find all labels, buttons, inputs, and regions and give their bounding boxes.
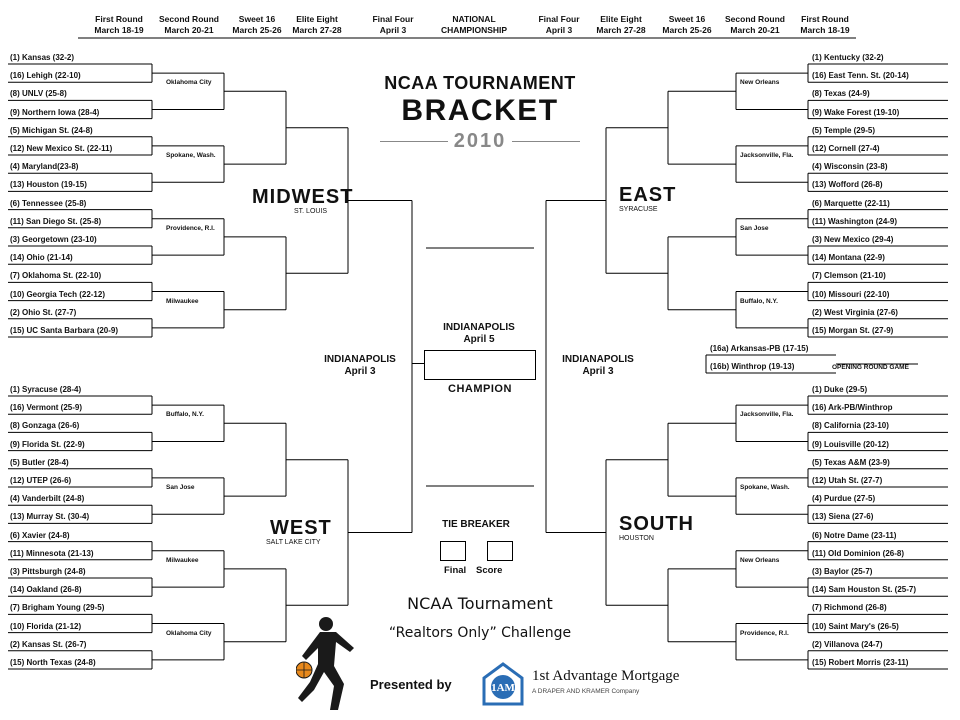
round-header-left-4: Elite Eight March 27-28 bbox=[292, 14, 342, 35]
south-site-4: Providence, R.I. bbox=[740, 629, 789, 637]
tie-breaker-label: TIE BREAKER bbox=[442, 519, 510, 530]
tie-breaker-final-caption: Final bbox=[444, 565, 467, 576]
opening-round-label: OPENING ROUND GAME bbox=[832, 364, 909, 371]
title-rule-right bbox=[512, 141, 580, 142]
east-team-9[interactable]: (6) Marquette (22-11) bbox=[812, 198, 890, 208]
west-team-16[interactable]: (15) North Texas (24-8) bbox=[10, 658, 96, 667]
west-site-1: Buffalo, N.Y. bbox=[166, 411, 204, 419]
round-header-right-2: Elite Eight March 27-28 bbox=[596, 14, 646, 35]
east-team-3[interactable]: (8) Texas (24-9) bbox=[812, 89, 870, 99]
east-team-8[interactable]: (13) Wofford (26-8) bbox=[812, 180, 883, 190]
midwest-team-5[interactable]: (5) Michigan St. (24-8) bbox=[10, 125, 93, 135]
south-site-2: Spokane, Wash. bbox=[740, 484, 790, 492]
region-city-west: SALT LAKE CITY bbox=[266, 539, 321, 546]
south-team-11[interactable]: (3) Baylor (25-7) bbox=[812, 567, 873, 576]
region-name-east: EAST bbox=[619, 184, 677, 206]
sponsor-house-icon bbox=[480, 660, 526, 708]
midwest-team-15[interactable]: (2) Ohio St. (27-7) bbox=[10, 307, 77, 317]
west-site-3: Milwaukee bbox=[166, 556, 199, 564]
midwest-site-1: Oklahoma City bbox=[166, 79, 212, 87]
midwest-team-1[interactable]: (1) Kansas (32-2) bbox=[10, 53, 75, 62]
midwest-team-2[interactable]: (16) Lehigh (22-10) bbox=[10, 71, 81, 81]
south-team-15[interactable]: (2) Villanova (24-7) bbox=[812, 639, 883, 649]
west-team-2[interactable]: (16) Vermont (25-9) bbox=[10, 403, 83, 413]
south-site-3: New Orleans bbox=[740, 556, 780, 564]
west-team-14[interactable]: (10) Florida (21-12) bbox=[10, 621, 82, 631]
east-team-6[interactable]: (12) Cornell (27-4) bbox=[812, 144, 880, 153]
south-team-14[interactable]: (10) Saint Mary's (26-5) bbox=[812, 621, 899, 631]
svg-text:1AM: 1AM bbox=[491, 682, 515, 694]
midwest-team-14[interactable]: (10) Georgia Tech (22-12) bbox=[10, 289, 105, 299]
tie-breaker-score-caption: Score bbox=[476, 565, 503, 576]
round-header-left-3: Sweet 16 March 25-26 bbox=[232, 14, 282, 35]
east-team-1[interactable]: (1) Kentucky (32-2) bbox=[812, 53, 884, 62]
east-team-15[interactable]: (2) West Virginia (27-6) bbox=[812, 307, 898, 317]
round-header-left-5: Final Four April 3 bbox=[372, 14, 414, 35]
round-header-right-3: Sweet 16 March 25-26 bbox=[662, 14, 712, 35]
midwest-team-4[interactable]: (9) Northern Iowa (28-4) bbox=[10, 107, 100, 117]
region-city-east: SYRACUSE bbox=[619, 206, 658, 213]
west-team-3[interactable]: (8) Gonzaga (26-6) bbox=[10, 421, 80, 431]
east-site-4: Buffalo, N.Y. bbox=[740, 297, 778, 305]
west-team-5[interactable]: (5) Butler (28-4) bbox=[10, 457, 69, 467]
east-team-10[interactable]: (11) Washington (24-9) bbox=[812, 216, 898, 226]
tie-breaker-score-box-1[interactable] bbox=[440, 541, 466, 561]
midwest-team-7[interactable]: (4) Maryland(23-8) bbox=[10, 162, 79, 172]
midwest-site-4: Milwaukee bbox=[166, 297, 199, 305]
south-team-6[interactable]: (12) Utah St. (27-7) bbox=[812, 476, 883, 485]
west-site-2: San Jose bbox=[166, 484, 195, 492]
east-team-13[interactable]: (7) Clemson (21-10) bbox=[812, 271, 886, 281]
west-team-13[interactable]: (7) Brigham Young (29-5) bbox=[10, 603, 105, 613]
region-name-west: WEST bbox=[270, 517, 332, 539]
east-team-14[interactable]: (10) Missouri (22-10) bbox=[812, 289, 890, 299]
west-team-6[interactable]: (12) UTEP (26-6) bbox=[10, 476, 72, 485]
tie-breaker-score-box-2[interactable] bbox=[487, 541, 513, 561]
midwest-team-9[interactable]: (6) Tennessee (25-8) bbox=[10, 198, 87, 208]
east-team-4[interactable]: (9) Wake Forest (19-10) bbox=[812, 107, 900, 117]
championship-location: INDIANAPOLIS April 5 bbox=[443, 322, 515, 345]
midwest-team-10[interactable]: (11) San Diego St. (25-8) bbox=[10, 216, 102, 226]
south-site-1: Jacksonville, Fla. bbox=[740, 411, 794, 419]
east-team-12[interactable]: (14) Montana (22-9) bbox=[812, 253, 885, 263]
champion-entry-box[interactable] bbox=[424, 350, 536, 380]
midwest-team-12[interactable]: (14) Ohio (21-14) bbox=[10, 253, 73, 263]
west-team-8[interactable]: (13) Murray St. (30-4) bbox=[10, 512, 90, 522]
champion-label: CHAMPION bbox=[448, 383, 512, 395]
title-year: 2010 bbox=[453, 130, 507, 152]
sponsor-name: 1st Advantage Mortgage bbox=[532, 668, 680, 684]
round-header-center: NATIONAL CHAMPIONSHIP bbox=[440, 14, 508, 35]
east-team-11[interactable]: (3) New Mexico (29-4) bbox=[812, 235, 894, 244]
east-site-3: San Jose bbox=[740, 224, 769, 232]
south-team-13[interactable]: (7) Richmond (26-8) bbox=[812, 603, 887, 613]
opening-round-team-a[interactable]: (16a) Arkansas-PB (17-15) bbox=[710, 344, 809, 353]
basketball-player-icon bbox=[296, 614, 366, 714]
west-team-10[interactable]: (11) Minnesota (21-13) bbox=[10, 548, 94, 558]
south-team-8[interactable]: (13) Siena (27-6) bbox=[812, 512, 874, 522]
round-header-right-5: First Round March 18-19 bbox=[800, 14, 850, 35]
round-header-left-1: First Round March 18-19 bbox=[94, 14, 144, 35]
west-team-15[interactable]: (2) Kansas St. (26-7) bbox=[10, 639, 87, 649]
opening-round-team-b[interactable]: (16b) Winthrop (19-13) bbox=[710, 362, 795, 371]
east-team-5[interactable]: (5) Temple (29-5) bbox=[812, 125, 875, 135]
west-site-4: Oklahoma City bbox=[166, 629, 212, 637]
east-site-1: New Orleans bbox=[740, 79, 780, 87]
west-team-11[interactable]: (3) Pittsburgh (24-8) bbox=[10, 567, 86, 576]
round-header-left-2: Second Round March 20-21 bbox=[159, 14, 219, 35]
midwest-team-6[interactable]: (12) New Mexico St. (22-11) bbox=[10, 144, 113, 153]
presented-by-label: Presented by bbox=[370, 677, 452, 692]
south-team-1[interactable]: (1) Duke (29-5) bbox=[812, 385, 868, 394]
east-team-7[interactable]: (4) Wisconsin (23-8) bbox=[812, 162, 888, 172]
region-name-midwest: MIDWEST bbox=[252, 186, 354, 208]
west-team-1[interactable]: (1) Syracuse (28-4) bbox=[10, 385, 82, 394]
round-header-right-4: Second Round March 20-21 bbox=[725, 14, 785, 35]
east-site-2: Jacksonville, Fla. bbox=[740, 152, 794, 160]
south-team-7[interactable]: (4) Purdue (27-5) bbox=[812, 494, 876, 504]
east-team-16[interactable]: (15) Morgan St. (27-9) bbox=[812, 326, 894, 335]
west-team-12[interactable]: (14) Oakland (26-8) bbox=[10, 585, 82, 595]
sponsor-logo bbox=[480, 660, 680, 708]
region-city-midwest: ST. LOUIS bbox=[294, 208, 328, 215]
west-team-7[interactable]: (4) Vanderbilt (24-8) bbox=[10, 494, 85, 504]
west-team-9[interactable]: (6) Xavier (24-8) bbox=[10, 530, 70, 540]
midwest-team-3[interactable]: (8) UNLV (25-8) bbox=[10, 89, 67, 99]
region-city-south: HOUSTON bbox=[619, 535, 654, 542]
midwest-site-2: Spokane, Wash. bbox=[166, 152, 216, 160]
east-team-2[interactable]: (16) East Tenn. St. (20-14) bbox=[812, 71, 909, 81]
midwest-team-13[interactable]: (7) Oklahoma St. (22-10) bbox=[10, 271, 102, 281]
south-team-4[interactable]: (9) Louisville (20-12) bbox=[812, 439, 889, 449]
midwest-team-8[interactable]: (13) Houston (19-15) bbox=[10, 180, 87, 190]
midwest-site-3: Providence, R.I. bbox=[166, 224, 215, 232]
round-header-right-1: Final Four April 3 bbox=[538, 14, 580, 35]
final-four-left-label: INDIANAPOLIS April 3 bbox=[324, 354, 396, 377]
footer-title: NCAA Tournament bbox=[407, 594, 553, 613]
title-line-1: NCAA TOURNAMENT bbox=[384, 73, 576, 93]
midwest-team-16[interactable]: (15) UC Santa Barbara (20-9) bbox=[10, 326, 119, 335]
south-team-9[interactable]: (6) Notre Dame (23-11) bbox=[812, 530, 897, 540]
south-team-3[interactable]: (8) California (23-10) bbox=[812, 421, 889, 431]
south-team-10[interactable]: (11) Old Dominion (26-8) bbox=[812, 548, 905, 558]
final-four-right-label: INDIANAPOLIS April 3 bbox=[562, 354, 634, 377]
region-name-south: SOUTH bbox=[619, 513, 694, 535]
south-team-16[interactable]: (15) Robert Morris (23-11) bbox=[812, 658, 909, 667]
title-line-2: BRACKET bbox=[401, 94, 559, 127]
south-team-12[interactable]: (14) Sam Houston St. (25-7) bbox=[812, 585, 917, 595]
bracket-title bbox=[380, 72, 580, 152]
footer-subtitle: “Realtors Only” Challenge bbox=[388, 625, 572, 641]
midwest-team-11[interactable]: (3) Georgetown (23-10) bbox=[10, 235, 97, 244]
south-team-2[interactable]: (16) Ark-PB/Winthrop bbox=[812, 403, 893, 413]
title-rule-left bbox=[380, 141, 448, 142]
south-team-5[interactable]: (5) Texas A&M (23-9) bbox=[812, 457, 890, 467]
west-team-4[interactable]: (9) Florida St. (22-9) bbox=[10, 439, 85, 449]
sponsor-tagline: A DRAPER AND KRAMER Company bbox=[532, 688, 640, 695]
